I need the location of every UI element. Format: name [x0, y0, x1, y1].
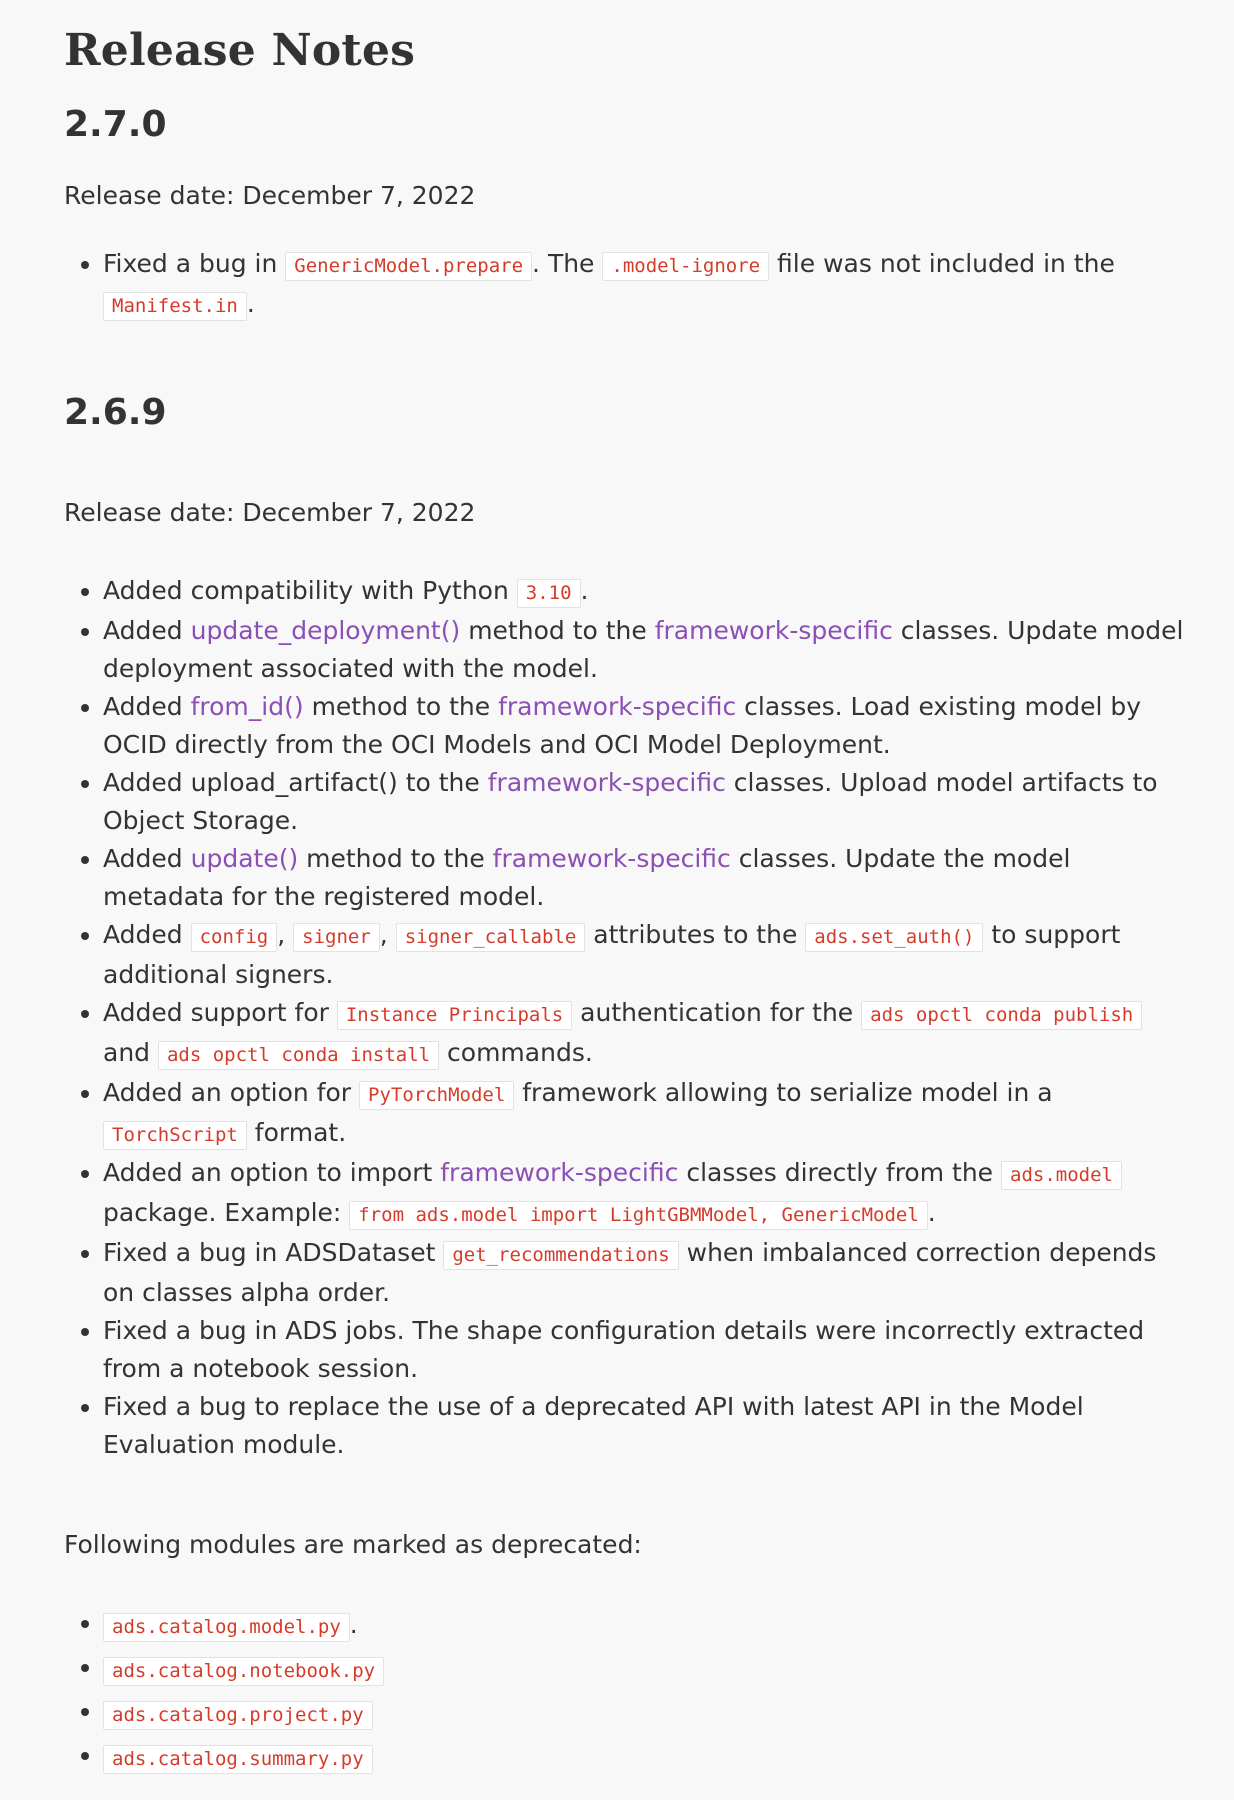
- list-item: [64, 916, 1184, 994]
- code-span: Instance Principals: [337, 1001, 572, 1030]
- code-span: get_recommendations: [443, 1241, 678, 1270]
- release-date: Release date: December 7, 2022: [64, 498, 476, 527]
- item-text: Fixed a bug in ADS jobs. The shape configuration details were incorrectly extracted from a notebook session.: [103, 1316, 1145, 1383]
- item-text: classes. Upload model artifacts to Object Storage.: [103, 768, 1158, 835]
- code-span: from ads.model import LightGBMModel, GenericModel: [349, 1201, 928, 1230]
- update-link[interactable]: update(): [190, 844, 299, 873]
- page-title: Release Notes: [64, 25, 416, 76]
- item-text: framework allowing to serialize model in a: [514, 1078, 1053, 1107]
- list-item: [64, 994, 1184, 1074]
- from-id-link[interactable]: from_id(): [190, 692, 304, 721]
- item-text: Added an option to import: [103, 1158, 441, 1187]
- code-span: config: [191, 923, 278, 952]
- item-text: Added support for: [103, 998, 337, 1027]
- item-text: package. Example:: [103, 1198, 350, 1227]
- list-item: [64, 688, 1184, 764]
- code-span: 3.10: [517, 579, 581, 608]
- update-deployment-link[interactable]: update_deployment(): [190, 616, 461, 645]
- list-item: [64, 1736, 1184, 1780]
- framework-specific-link[interactable]: framework-specific: [487, 768, 726, 797]
- framework-specific-link[interactable]: framework-specific: [498, 692, 737, 721]
- list-item: [64, 1604, 1184, 1648]
- item-text: Added: [103, 920, 191, 949]
- code-span: ads opctl conda install: [158, 1041, 439, 1070]
- code-span: .model-ignore: [602, 252, 769, 281]
- code-span: ads opctl conda publish: [861, 1001, 1142, 1030]
- item-text: Fixed a bug in ADSDataset: [103, 1238, 444, 1267]
- release-2-6-9-changes: [64, 572, 1184, 1464]
- list-item: [64, 840, 1184, 916]
- code-span: signer: [293, 923, 380, 952]
- item-text: Added compatibility with Python: [103, 576, 517, 605]
- item-text: .: [246, 289, 255, 318]
- list-item: [64, 1154, 1184, 1234]
- code-span: ads.catalog.model.py: [103, 1613, 350, 1642]
- list-item: [64, 764, 1184, 840]
- list-item: [64, 612, 1184, 688]
- list-item: [64, 572, 1184, 612]
- list-item: [64, 1312, 1184, 1388]
- item-text: .: [349, 1610, 358, 1639]
- release-version-heading: 2.7.0: [64, 104, 167, 145]
- code-span: GenericModel.prepare: [285, 252, 532, 281]
- item-text: Added upload_artifact() to the: [103, 768, 488, 797]
- item-text: Added: [103, 844, 191, 873]
- framework-specific-link[interactable]: framework-specific: [492, 844, 731, 873]
- list-item: [64, 1648, 1184, 1692]
- item-text: Added: [103, 616, 191, 645]
- release-2-7-0-changes: [64, 245, 1184, 325]
- release-date: Release date: December 7, 2022: [64, 181, 476, 210]
- list-item: [64, 1234, 1184, 1312]
- item-text: to support additional signers.: [103, 920, 1121, 989]
- item-text: method to the: [298, 844, 493, 873]
- item-text: commands.: [439, 1038, 593, 1067]
- code-span: ads.catalog.notebook.py: [103, 1657, 384, 1686]
- item-text: . The: [532, 249, 603, 278]
- list-item: [64, 1388, 1184, 1464]
- release-version-heading: 2.6.9: [64, 392, 167, 433]
- code-span: signer_callable: [396, 923, 586, 952]
- item-text: Added: [103, 692, 191, 721]
- code-span: TorchScript: [103, 1121, 247, 1150]
- code-span: Manifest.in: [103, 292, 247, 321]
- item-text: method to the: [460, 616, 655, 645]
- list-item: [64, 1074, 1184, 1154]
- item-text: ,: [277, 920, 294, 949]
- item-text: attributes to the: [585, 920, 806, 949]
- item-text: when imbalanced correction depends on classes alpha order.: [103, 1238, 1157, 1307]
- item-text: file was not included in the: [769, 249, 1115, 278]
- code-span: ads.catalog.project.py: [103, 1701, 373, 1730]
- item-text: Fixed a bug in: [103, 249, 286, 278]
- item-text: classes directly from the: [678, 1158, 1001, 1187]
- code-span: ads.set_auth(): [805, 923, 983, 952]
- item-text: classes. Update the model metadata for the registered model.: [103, 844, 1071, 911]
- framework-specific-link[interactable]: framework-specific: [440, 1158, 679, 1187]
- item-text: Fixed a bug to replace the use of a deprecated API with latest API in the Model Evaluation module.: [103, 1392, 1084, 1459]
- item-text: classes. Update model deployment associated with the model.: [103, 616, 1184, 683]
- list-item: [64, 1692, 1184, 1736]
- framework-specific-link[interactable]: framework-specific: [654, 616, 893, 645]
- item-text: .: [927, 1198, 936, 1227]
- code-span: PyTorchModel: [359, 1081, 514, 1110]
- item-text: method to the: [303, 692, 499, 721]
- item-text: authentication for the: [572, 998, 862, 1027]
- list-item: [64, 245, 1184, 325]
- item-text: and: [103, 1038, 158, 1067]
- item-text: .: [580, 576, 589, 605]
- item-text: ,: [379, 920, 396, 949]
- item-text: format.: [246, 1118, 347, 1147]
- deprecated-intro: Following modules are marked as deprecated:: [64, 1530, 642, 1559]
- item-text: classes. Load existing model by OCID directly from the OCI Models and OCI Model Deployment.: [103, 692, 1142, 759]
- code-span: ads.catalog.summary.py: [103, 1745, 373, 1774]
- item-text: Added an option for: [103, 1078, 360, 1107]
- deprecated-modules-list: [64, 1604, 1184, 1780]
- code-span: ads.model: [1001, 1161, 1122, 1190]
